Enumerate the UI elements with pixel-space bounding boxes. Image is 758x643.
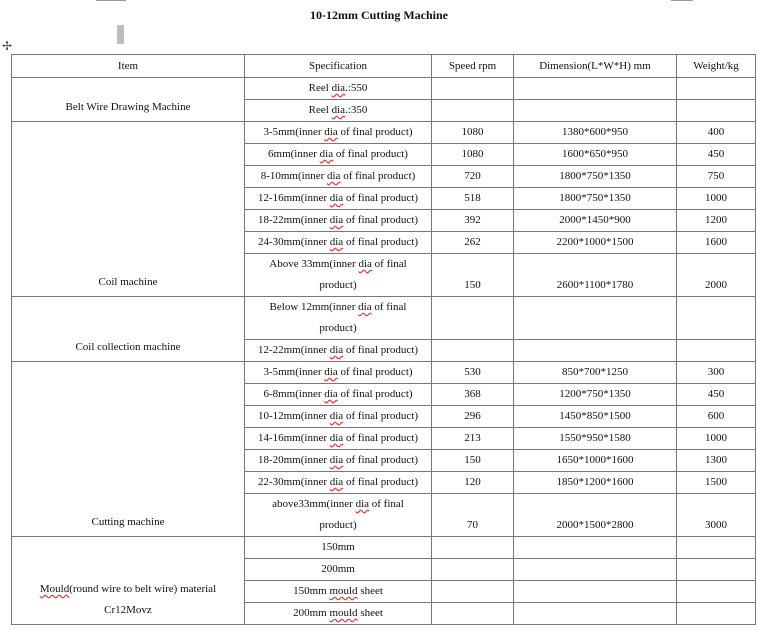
- dimension-cell: 1450*850*1500: [514, 406, 677, 428]
- item-label: Coil collection machine: [75, 341, 181, 353]
- weight-cell: 1300: [677, 450, 756, 472]
- spec-text: 18-22mm(inner: [257, 214, 330, 226]
- spec-text: 6-8mm(inner: [263, 388, 325, 400]
- table-row: [12, 297, 756, 340]
- spec-text-flagged: dia: [329, 432, 344, 444]
- speed-cell: [432, 537, 514, 559]
- dimension-cell: [514, 100, 677, 122]
- spec-cell: [245, 537, 432, 559]
- item-label: Cutting machine: [91, 516, 165, 528]
- spec-cell: [245, 428, 432, 450]
- text-cursor-marker: [117, 25, 124, 44]
- dimension-cell: [514, 581, 677, 603]
- speed-cell: [432, 78, 514, 100]
- spec-text: 200mm: [293, 607, 330, 619]
- spec-text-flagged: dia: [329, 192, 344, 204]
- weight-cell: [677, 537, 756, 559]
- speed-cell: 120: [432, 472, 514, 494]
- spec-text: sheet: [357, 607, 383, 619]
- header-rule-left: [96, 0, 126, 1]
- spec-text: of final product): [340, 170, 416, 182]
- item-label-part: Mould: [39, 583, 70, 595]
- dimension-cell: 1600*650*950: [514, 144, 677, 166]
- spec-text: 22-30mm(inner: [257, 476, 330, 488]
- item-cell-mould: [12, 537, 245, 625]
- spec-cell: [245, 210, 432, 232]
- dimension-cell: [514, 603, 677, 625]
- spec-text: of final product): [343, 192, 419, 204]
- spec-text: of final product): [337, 126, 413, 138]
- spec-cell: [245, 340, 432, 362]
- spec-text: 3-5mm(inner: [263, 126, 325, 138]
- weight-cell: 1000: [677, 428, 756, 450]
- spec-text: Below 12mm(inner: [269, 301, 359, 313]
- spec-text-flagged: dia: [358, 301, 372, 313]
- dimension-cell: 2200*1000*1500: [514, 232, 677, 254]
- spec-text-flagged: dia: [324, 388, 338, 400]
- spec-text-flagged: dia: [324, 126, 338, 138]
- weight-cell: 1000: [677, 188, 756, 210]
- weight-cell: 1600: [677, 232, 756, 254]
- header-rule-right: [671, 0, 693, 1]
- spec-text: of final product): [343, 454, 419, 466]
- speed-cell: 518: [432, 188, 514, 210]
- spec-text-flagged: dia: [319, 148, 334, 160]
- dimension-cell: [514, 78, 677, 100]
- spec-cell: [245, 559, 432, 581]
- weight-cell: 1200: [677, 210, 756, 232]
- speed-cell: [432, 340, 514, 362]
- spec-text: of final product): [343, 214, 419, 226]
- col-header-speed: Speed rpm: [432, 55, 514, 78]
- spec-cell: [245, 166, 432, 188]
- speed-cell: [432, 581, 514, 603]
- dimension-cell: 1800*750*1350: [514, 166, 677, 188]
- spec-text-flagged: dia: [329, 214, 344, 226]
- weight-cell: 300: [677, 362, 756, 384]
- spec-text: sheet: [357, 585, 383, 597]
- spec-text-flagged: dia: [355, 498, 370, 510]
- spec-text: of final product): [337, 366, 413, 378]
- spec-text-flagged: dia: [331, 82, 346, 94]
- weight-cell: 400: [677, 122, 756, 144]
- dimension-cell: 2000*1450*900: [514, 210, 677, 232]
- document-title: 10-12mm Cutting Machine: [310, 8, 448, 22]
- spec-cell: [245, 188, 432, 210]
- weight-cell: [677, 297, 756, 340]
- dimension-cell: [514, 537, 677, 559]
- spec-cell: [245, 450, 432, 472]
- item-cell-belt: [12, 78, 245, 122]
- dimension-cell: [514, 340, 677, 362]
- speed-cell: 530: [432, 362, 514, 384]
- item-cell-cutting: [12, 362, 245, 537]
- spec-text: of final product): [343, 344, 419, 356]
- dimension-cell: 1380*600*950: [514, 122, 677, 144]
- spec-text: of final product): [343, 432, 419, 444]
- item-label-part: Cr12Movz: [104, 604, 152, 616]
- item-cell-coil: [12, 122, 245, 297]
- spec-text: 10-12mm(inner: [257, 410, 330, 422]
- weight-cell: 1500: [677, 472, 756, 494]
- spec-text: 150mm: [321, 541, 355, 553]
- item-label: Belt Wire Drawing Machine: [65, 101, 191, 113]
- table-header-row: [12, 55, 756, 78]
- spec-cell: [245, 494, 432, 537]
- spec-text: of final product): [319, 301, 407, 334]
- col-header-item: Item: [12, 55, 245, 78]
- dimension-cell: 1550*950*1580: [514, 428, 677, 450]
- spec-text: of final product): [337, 388, 413, 400]
- speed-cell: [432, 297, 514, 340]
- dimension-cell: [514, 559, 677, 581]
- spec-cell: [245, 472, 432, 494]
- col-header-dimension: Dimension(L*W*H) mm: [514, 55, 677, 78]
- speed-cell: 150: [432, 254, 514, 297]
- spec-text: of final product): [333, 148, 408, 160]
- spec-text: of final product): [319, 498, 404, 531]
- spec-cell: [245, 100, 432, 122]
- spec-text: of final product): [343, 476, 419, 488]
- spec-text: 14-16mm(inner: [257, 432, 330, 444]
- spec-text: 12-16mm(inner: [257, 192, 330, 204]
- spec-text: 6mm(inner: [268, 148, 320, 160]
- spec-text-flagged: dia: [324, 366, 338, 378]
- speed-cell: 150: [432, 450, 514, 472]
- dimension-cell: 1800*750*1350: [514, 188, 677, 210]
- spec-text: 3-5mm(inner: [263, 366, 325, 378]
- dimension-cell: 1200*750*1350: [514, 384, 677, 406]
- spec-text-flagged: mould: [329, 585, 358, 597]
- dimension-cell: 850*700*1250: [514, 362, 677, 384]
- spec-text: 12-22mm(inner: [257, 344, 330, 356]
- item-cell-collection: [12, 297, 245, 362]
- weight-cell: 2000: [677, 254, 756, 297]
- speed-cell: [432, 100, 514, 122]
- machine-spec-table: [11, 54, 756, 625]
- spec-cell: [245, 78, 432, 100]
- weight-cell: [677, 559, 756, 581]
- spec-cell: [245, 254, 432, 297]
- spec-text: of final product): [319, 258, 407, 291]
- spec-text: of final product): [343, 410, 419, 422]
- weight-cell: [677, 78, 756, 100]
- spec-text-flagged: dia: [329, 410, 344, 422]
- spec-cell: [245, 603, 432, 625]
- spec-text: 150mm: [293, 585, 330, 597]
- spec-text-flagged: dia: [329, 454, 344, 466]
- speed-cell: 1080: [432, 122, 514, 144]
- item-label: Coil machine: [98, 276, 158, 288]
- table-body: [12, 78, 756, 625]
- spec-cell: [245, 581, 432, 603]
- speed-cell: 296: [432, 406, 514, 428]
- spec-text-flagged: dia: [331, 104, 346, 116]
- weight-cell: 450: [677, 384, 756, 406]
- table-row: [12, 122, 756, 144]
- col-header-weight: Weight/kg: [677, 55, 756, 78]
- table-row: [12, 362, 756, 384]
- spec-text: Above 33mm(inner: [269, 258, 359, 270]
- weight-cell: [677, 100, 756, 122]
- speed-cell: 70: [432, 494, 514, 537]
- table-row: [12, 537, 756, 559]
- dimension-cell: 2600*1100*1780: [514, 254, 677, 297]
- weight-cell: 450: [677, 144, 756, 166]
- speed-cell: 368: [432, 384, 514, 406]
- speed-cell: [432, 603, 514, 625]
- table-row: [12, 78, 756, 100]
- dimension-cell: 1650*1000*1600: [514, 450, 677, 472]
- speed-cell: 1080: [432, 144, 514, 166]
- weight-cell: 3000: [677, 494, 756, 537]
- item-label-part: (round wire to belt wire) material: [69, 583, 217, 595]
- speed-cell: 392: [432, 210, 514, 232]
- spec-text: Reel: [308, 82, 332, 94]
- spec-text-flagged: dia: [329, 476, 344, 488]
- col-header-specification: Specification: [245, 55, 432, 78]
- table-move-handle-icon[interactable]: ✢: [2, 39, 13, 53]
- spec-text-flagged: dia: [358, 258, 372, 270]
- dimension-cell: [514, 297, 677, 340]
- spec-cell: [245, 144, 432, 166]
- spec-cell: [245, 297, 432, 340]
- spec-text: above33mm(inner: [272, 498, 356, 510]
- spec-text: .:550: [345, 82, 368, 94]
- dimension-cell: 2000*1500*2800: [514, 494, 677, 537]
- spec-text: 18-20mm(inner: [257, 454, 330, 466]
- spec-cell: [245, 384, 432, 406]
- spec-text-flagged: dia: [329, 236, 344, 248]
- spec-text-flagged: mould: [329, 607, 358, 619]
- weight-cell: [677, 603, 756, 625]
- spec-cell: [245, 362, 432, 384]
- spec-text: 200mm: [321, 563, 355, 575]
- speed-cell: 262: [432, 232, 514, 254]
- dimension-cell: 1850*1200*1600: [514, 472, 677, 494]
- spec-text-flagged: dia: [327, 170, 341, 182]
- spec-text: .:350: [345, 104, 368, 116]
- weight-cell: 600: [677, 406, 756, 428]
- spec-cell: [245, 406, 432, 428]
- speed-cell: [432, 559, 514, 581]
- spec-text-flagged: dia: [329, 344, 344, 356]
- weight-cell: 750: [677, 166, 756, 188]
- spec-text: of final product): [343, 236, 419, 248]
- weight-cell: [677, 340, 756, 362]
- spec-text: 24-30mm(inner: [257, 236, 330, 248]
- weight-cell: [677, 581, 756, 603]
- spec-text: Reel: [308, 104, 332, 116]
- speed-cell: 720: [432, 166, 514, 188]
- speed-cell: 213: [432, 428, 514, 450]
- spec-text: 8-10mm(inner: [260, 170, 327, 182]
- spec-cell: [245, 232, 432, 254]
- spec-cell: [245, 122, 432, 144]
